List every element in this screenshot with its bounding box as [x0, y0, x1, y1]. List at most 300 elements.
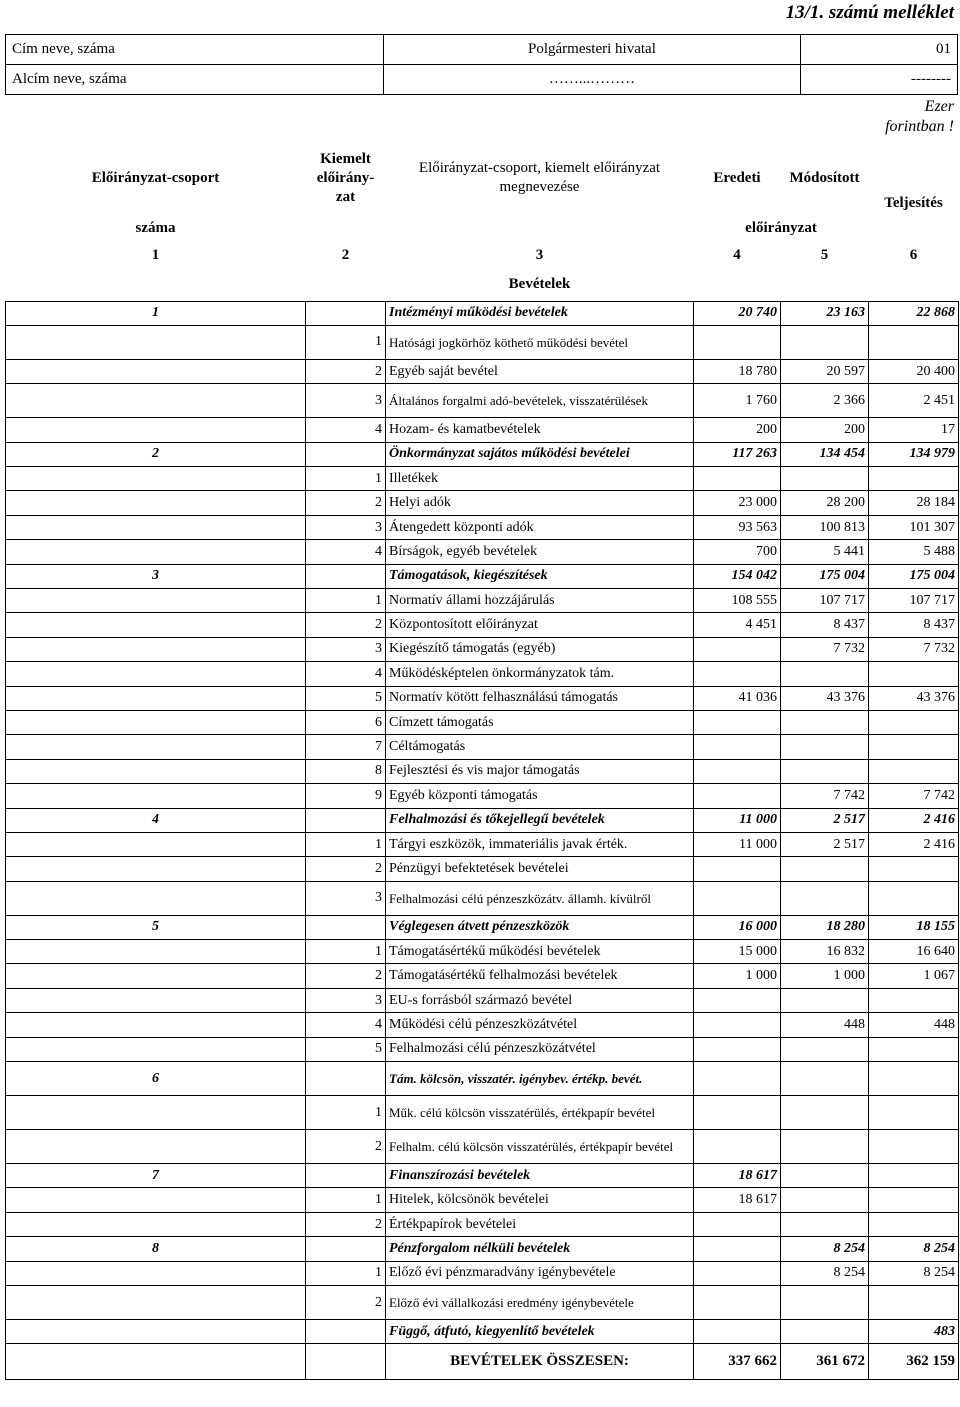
row-name: Függő, átfutó, kiegyenlítő bevételek: [386, 1320, 694, 1344]
row-eredeti: 154 042: [694, 564, 781, 588]
row-modositott: [781, 1062, 869, 1096]
row-kiemelt-code: 4: [306, 418, 386, 442]
row-teljesites: 175 004: [869, 564, 959, 588]
row-kiemelt-code: 1: [306, 832, 386, 856]
row-group-code: 7: [6, 1164, 306, 1188]
col-group-header: Előirányzat-csoport: [91, 169, 220, 186]
subtitle-code: --------: [801, 65, 958, 95]
document-title: 13/1. számú melléklet: [785, 2, 954, 23]
row-group-code: [6, 1212, 306, 1236]
row-teljesites: [869, 735, 959, 759]
row-kiemelt-code: 2: [306, 1212, 386, 1236]
row-group-code: [6, 710, 306, 734]
row-kiemelt-code: 4: [306, 540, 386, 564]
row-eredeti: 23 000: [694, 491, 781, 515]
row-modositott: [781, 1212, 869, 1236]
row-eredeti: [694, 1261, 781, 1285]
table-row: [6, 1037, 959, 1061]
row-modositott: 8 254: [781, 1237, 869, 1261]
total-teljesites: 362 159: [869, 1344, 959, 1380]
row-teljesites: 2 416: [869, 808, 959, 832]
row-modositott: 28 200: [781, 491, 869, 515]
row-modositott: [781, 988, 869, 1012]
row-name: Véglegesen átvett pénzeszközök: [386, 915, 694, 939]
row-group-code: [6, 964, 306, 988]
row-name: Céltámogatás: [386, 735, 694, 759]
row-group-code: [6, 589, 306, 613]
row-kiemelt-code: 3: [306, 988, 386, 1012]
row-group-code: [6, 857, 306, 881]
row-eredeti: 18 780: [694, 359, 781, 383]
row-group-code: [6, 613, 306, 637]
row-teljesites: 18 155: [869, 915, 959, 939]
row-group-code: [6, 881, 306, 915]
total-label: BEVÉTELEK ÖSSZESEN:: [386, 1344, 694, 1380]
row-modositott: [781, 881, 869, 915]
row-modositott: [781, 1096, 869, 1130]
row-modositott: 107 717: [781, 589, 869, 613]
row-teljesites: [869, 325, 959, 359]
row-name: Tám. kölcsön, visszatér. igénybev. értékp. bevét.: [386, 1062, 694, 1096]
row-kiemelt-code: 1: [306, 325, 386, 359]
row-group-code: 3: [6, 564, 306, 588]
row-kiemelt-code: 2: [306, 1130, 386, 1164]
row-eredeti: 18 617: [694, 1188, 781, 1212]
table-row: [6, 759, 959, 783]
row-modositott: [781, 1286, 869, 1320]
table-row: [6, 964, 959, 988]
row-name: Támogatásértékű működési bevételek: [386, 940, 694, 964]
row-teljesites: 5 488: [869, 540, 959, 564]
row-modositott: 5 441: [781, 540, 869, 564]
total-row: [6, 1344, 959, 1380]
section-title: Bevételek: [508, 276, 571, 293]
row-name: Felhalmozási célú pénzeszközátvétel: [386, 1037, 694, 1061]
row-modositott: 2 517: [781, 832, 869, 856]
table-row: [6, 1013, 959, 1037]
row-eredeti: [694, 1013, 781, 1037]
table-row: [6, 1188, 959, 1212]
row-name: Hatósági jogkörhöz köthető működési bevétel: [386, 325, 694, 359]
col-number-3: 3: [535, 246, 544, 263]
col-number-2: 2: [341, 246, 350, 263]
row-kiemelt-code: [306, 1062, 386, 1096]
table-row: [6, 515, 959, 539]
row-modositott: [781, 662, 869, 686]
table-row: [6, 808, 959, 832]
row-group-code: [6, 325, 306, 359]
table-row: [6, 467, 959, 491]
row-kiemelt-code: 8: [306, 759, 386, 783]
row-modositott: 7 732: [781, 637, 869, 661]
row-eredeti: 200: [694, 418, 781, 442]
row-group-code: [6, 1013, 306, 1037]
row-modositott: 134 454: [781, 442, 869, 466]
row-group-code: 1: [6, 301, 306, 325]
row-eredeti: [694, 857, 781, 881]
row-eredeti: 18 617: [694, 1164, 781, 1188]
row-name: Felhalmozási és tőkejellegű bevételek: [386, 808, 694, 832]
row-group-code: [6, 1261, 306, 1285]
row-eredeti: [694, 1096, 781, 1130]
row-teljesites: [869, 1188, 959, 1212]
row-kiemelt-code: [306, 301, 386, 325]
row-modositott: [781, 1188, 869, 1212]
row-teljesites: [869, 988, 959, 1012]
row-name: Kiegészítő támogatás (egyéb): [386, 637, 694, 661]
row-modositott: [781, 325, 869, 359]
table-row: [6, 418, 959, 442]
col-number-1: 1: [151, 246, 160, 263]
table-row: [6, 1096, 959, 1130]
row-name: EU-s forrásból származó bevétel: [386, 988, 694, 1012]
table-row: [6, 589, 959, 613]
row-teljesites: 22 868: [869, 301, 959, 325]
row-name: Normatív állami hozzájárulás: [386, 589, 694, 613]
row-modositott: [781, 1320, 869, 1344]
row-group-code: [6, 1096, 306, 1130]
table-row: [6, 384, 959, 418]
row-kiemelt-code: 5: [306, 1037, 386, 1061]
row-teljesites: 2 416: [869, 832, 959, 856]
row-name: Általános forgalmi adó-bevételek, visszatérülések: [386, 384, 694, 418]
row-group-code: [6, 637, 306, 661]
col-number-6: 6: [909, 246, 918, 263]
row-group-code: 2: [6, 442, 306, 466]
table-row: [6, 686, 959, 710]
row-teljesites: [869, 1130, 959, 1164]
table-row: [6, 1164, 959, 1188]
row-modositott: [781, 1130, 869, 1164]
row-eredeti: [694, 1212, 781, 1236]
row-kiemelt-code: [306, 442, 386, 466]
col-kiemelt-header: Kiemelt előirány-zat: [316, 150, 375, 205]
col-eloiranyzat-label: előirányzat: [745, 220, 817, 236]
row-kiemelt-code: 1: [306, 1096, 386, 1130]
row-modositott: [781, 735, 869, 759]
row-group-code: [6, 940, 306, 964]
row-eredeti: [694, 1237, 781, 1261]
row-modositott: 8 437: [781, 613, 869, 637]
row-group-code: 6: [6, 1062, 306, 1096]
row-name: Felhalm. célú kölcsön visszatérülés, értékpapír bevétel: [386, 1130, 694, 1164]
row-kiemelt-code: 7: [306, 735, 386, 759]
row-teljesites: 448: [869, 1013, 959, 1037]
row-kiemelt-code: [306, 1320, 386, 1344]
row-kiemelt-code: [306, 808, 386, 832]
row-eredeti: [694, 759, 781, 783]
row-teljesites: 134 979: [869, 442, 959, 466]
row-kiemelt-code: 1: [306, 940, 386, 964]
total-eredeti: 337 662: [694, 1344, 781, 1380]
row-name: Illetékek: [386, 467, 694, 491]
row-group-code: [6, 988, 306, 1012]
row-teljesites: 8 254: [869, 1237, 959, 1261]
column-header-row: [6, 140, 959, 216]
row-name: Pénzforgalom nélküli bevételek: [386, 1237, 694, 1261]
row-modositott: [781, 1164, 869, 1188]
table-row: [6, 301, 959, 325]
row-group-code: [6, 540, 306, 564]
row-eredeti: 1 000: [694, 964, 781, 988]
row-name: Normatív kötött felhasználású támogatás: [386, 686, 694, 710]
row-kiemelt-code: [306, 564, 386, 588]
table-row: [6, 637, 959, 661]
budget-table: [5, 140, 959, 1380]
table-row: [6, 491, 959, 515]
row-teljesites: [869, 1096, 959, 1130]
row-name: Értékpapírok bevételei: [386, 1212, 694, 1236]
table-row: [6, 710, 959, 734]
row-name: Központosított előirányzat: [386, 613, 694, 637]
row-teljesites: 1 067: [869, 964, 959, 988]
column-subheader-row: [6, 216, 959, 241]
table-row: [6, 988, 959, 1012]
row-eredeti: [694, 735, 781, 759]
col-name-header: Előirányzat-csoport, kiemelt előirányzat megnevezése: [418, 160, 661, 195]
table-row: [6, 564, 959, 588]
row-kiemelt-code: 2: [306, 1286, 386, 1320]
row-teljesites: 17: [869, 418, 959, 442]
row-teljesites: [869, 662, 959, 686]
row-teljesites: 101 307: [869, 515, 959, 539]
title-label: Cím neve, száma: [6, 35, 384, 65]
header-info-table: [5, 34, 958, 95]
row-modositott: [781, 759, 869, 783]
unit-note: [885, 97, 954, 137]
row-group-code: [6, 418, 306, 442]
row-kiemelt-code: 1: [306, 467, 386, 491]
table-row: [6, 1286, 959, 1320]
subtitle-value: ……...………: [383, 65, 800, 95]
row-name: Előző évi pénzmaradvány igénybevétele: [386, 1261, 694, 1285]
row-modositott: 200: [781, 418, 869, 442]
row-kiemelt-code: [306, 915, 386, 939]
table-row: [6, 940, 959, 964]
col-szama-label: száma: [135, 220, 176, 236]
row-name: Intézményi működési bevételek: [386, 301, 694, 325]
row-group-code: [6, 735, 306, 759]
row-eredeti: 93 563: [694, 515, 781, 539]
table-row: [6, 662, 959, 686]
row-modositott: [781, 467, 869, 491]
row-eredeti: [694, 881, 781, 915]
row-kiemelt-code: [306, 1237, 386, 1261]
row-name: Fejlesztési és vis major támogatás: [386, 759, 694, 783]
row-modositott: 448: [781, 1013, 869, 1037]
row-eredeti: [694, 1320, 781, 1344]
table-row: [6, 735, 959, 759]
row-name: Hozam- és kamatbevételek: [386, 418, 694, 442]
row-modositott: 7 742: [781, 784, 869, 808]
row-name: Működési célú pénzeszközátvétel: [386, 1013, 694, 1037]
row-group-code: [6, 1320, 306, 1344]
budget-rows: [6, 301, 959, 1344]
row-name: Címzett támogatás: [386, 710, 694, 734]
row-teljesites: 16 640: [869, 940, 959, 964]
row-teljesites: [869, 1212, 959, 1236]
row-teljesites: 20 400: [869, 359, 959, 383]
col-number-4: 4: [733, 246, 741, 263]
row-group-code: [6, 784, 306, 808]
table-row: [6, 325, 959, 359]
row-modositott: 1 000: [781, 964, 869, 988]
row-eredeti: 117 263: [694, 442, 781, 466]
row-group-code: 4: [6, 808, 306, 832]
row-teljesites: 483: [869, 1320, 959, 1344]
row-modositott: [781, 1037, 869, 1061]
row-group-code: [6, 1037, 306, 1061]
row-kiemelt-code: 1: [306, 589, 386, 613]
row-name: Támogatásértékű felhalmozási bevételek: [386, 964, 694, 988]
row-kiemelt-code: 2: [306, 491, 386, 515]
row-teljesites: [869, 857, 959, 881]
row-teljesites: 8 254: [869, 1261, 959, 1285]
row-teljesites: 28 184: [869, 491, 959, 515]
row-teljesites: 107 717: [869, 589, 959, 613]
table-row: [6, 1237, 959, 1261]
row-teljesites: [869, 1062, 959, 1096]
header-row-title: [6, 35, 958, 65]
row-teljesites: [869, 1037, 959, 1061]
row-eredeti: 108 555: [694, 589, 781, 613]
table-row: [6, 442, 959, 466]
col-teljesites-header: Teljesítés: [884, 195, 943, 211]
table-row: [6, 359, 959, 383]
column-number-row: [6, 241, 959, 269]
row-modositott: 100 813: [781, 515, 869, 539]
col-number-5: 5: [820, 246, 829, 263]
row-teljesites: 7 732: [869, 637, 959, 661]
section-title-row: [6, 269, 959, 301]
title-code: 01: [801, 35, 958, 65]
row-teljesites: 43 376: [869, 686, 959, 710]
row-name: Bírságok, egyéb bevételek: [386, 540, 694, 564]
row-kiemelt-code: 2: [306, 359, 386, 383]
row-teljesites: [869, 1286, 959, 1320]
unit-line-2: forintban !: [885, 118, 954, 135]
row-eredeti: 4 451: [694, 613, 781, 637]
row-eredeti: [694, 988, 781, 1012]
row-kiemelt-code: 5: [306, 686, 386, 710]
row-kiemelt-code: 4: [306, 662, 386, 686]
col-modositott-header: Módosított: [789, 169, 860, 186]
row-eredeti: 16 000: [694, 915, 781, 939]
table-row: [6, 857, 959, 881]
table-row: [6, 1320, 959, 1344]
row-name: Önkormányzat sajátos működési bevételei: [386, 442, 694, 466]
row-name: Pénzügyi befektetések bevételei: [386, 857, 694, 881]
row-eredeti: [694, 637, 781, 661]
row-group-code: [6, 832, 306, 856]
row-eredeti: [694, 710, 781, 734]
table-row: [6, 1261, 959, 1285]
row-modositott: 23 163: [781, 301, 869, 325]
row-teljesites: [869, 710, 959, 734]
table-row: [6, 1212, 959, 1236]
row-group-code: 8: [6, 1237, 306, 1261]
row-kiemelt-code: 3: [306, 881, 386, 915]
row-name: Egyéb saját bevétel: [386, 359, 694, 383]
row-eredeti: [694, 784, 781, 808]
row-group-code: [6, 359, 306, 383]
row-kiemelt-code: 1: [306, 1261, 386, 1285]
row-modositott: 16 832: [781, 940, 869, 964]
table-row: [6, 540, 959, 564]
row-teljesites: [869, 759, 959, 783]
row-group-code: [6, 491, 306, 515]
row-kiemelt-code: 2: [306, 964, 386, 988]
table-row: [6, 881, 959, 915]
row-teljesites: 7 742: [869, 784, 959, 808]
row-teljesites: 8 437: [869, 613, 959, 637]
row-modositott: 20 597: [781, 359, 869, 383]
row-group-code: [6, 1130, 306, 1164]
row-modositott: 2 366: [781, 384, 869, 418]
row-kiemelt-code: 4: [306, 1013, 386, 1037]
subtitle-label: Alcím neve, száma: [6, 65, 384, 95]
col-eredeti-header: Eredeti: [713, 169, 761, 186]
row-name: Előző évi vállalkozási eredmény igénybevétele: [386, 1286, 694, 1320]
header-row-subtitle: [6, 65, 958, 95]
row-name: Működésképtelen önkormányzatok tám.: [386, 662, 694, 686]
row-modositott: 43 376: [781, 686, 869, 710]
row-eredeti: 11 000: [694, 808, 781, 832]
table-row: [6, 1062, 959, 1096]
table-row: [6, 784, 959, 808]
row-kiemelt-code: [306, 1164, 386, 1188]
row-kiemelt-code: 2: [306, 857, 386, 881]
row-group-code: [6, 1286, 306, 1320]
row-modositott: 2 517: [781, 808, 869, 832]
row-teljesites: [869, 1164, 959, 1188]
row-teljesites: 2 451: [869, 384, 959, 418]
row-eredeti: [694, 467, 781, 491]
row-group-code: [6, 759, 306, 783]
row-modositott: [781, 857, 869, 881]
row-eredeti: [694, 1062, 781, 1096]
row-group-code: [6, 515, 306, 539]
row-name: Műk. célú kölcsön visszatérülés, értékpapír bevétel: [386, 1096, 694, 1130]
row-kiemelt-code: 1: [306, 1188, 386, 1212]
row-eredeti: [694, 1286, 781, 1320]
row-modositott: [781, 710, 869, 734]
row-group-code: [6, 384, 306, 418]
row-name: Finanszírozási bevételek: [386, 1164, 694, 1188]
row-eredeti: 11 000: [694, 832, 781, 856]
row-kiemelt-code: 3: [306, 637, 386, 661]
row-name: Helyi adók: [386, 491, 694, 515]
row-eredeti: 15 000: [694, 940, 781, 964]
row-name: Egyéb központi támogatás: [386, 784, 694, 808]
table-row: [6, 1130, 959, 1164]
row-eredeti: [694, 1037, 781, 1061]
row-group-code: [6, 1188, 306, 1212]
row-eredeti: [694, 662, 781, 686]
row-name: Felhalmozási célú pénzeszközátv. államh. kívülről: [386, 881, 694, 915]
row-name: Tárgyi eszközök, immateriális javak érték.: [386, 832, 694, 856]
row-kiemelt-code: 6: [306, 710, 386, 734]
row-name: Átengedett központi adók: [386, 515, 694, 539]
row-eredeti: 20 740: [694, 301, 781, 325]
row-modositott: 8 254: [781, 1261, 869, 1285]
row-kiemelt-code: 9: [306, 784, 386, 808]
row-modositott: 18 280: [781, 915, 869, 939]
row-kiemelt-code: 3: [306, 384, 386, 418]
row-eredeti: 41 036: [694, 686, 781, 710]
total-modositott: 361 672: [781, 1344, 869, 1380]
row-teljesites: [869, 467, 959, 491]
